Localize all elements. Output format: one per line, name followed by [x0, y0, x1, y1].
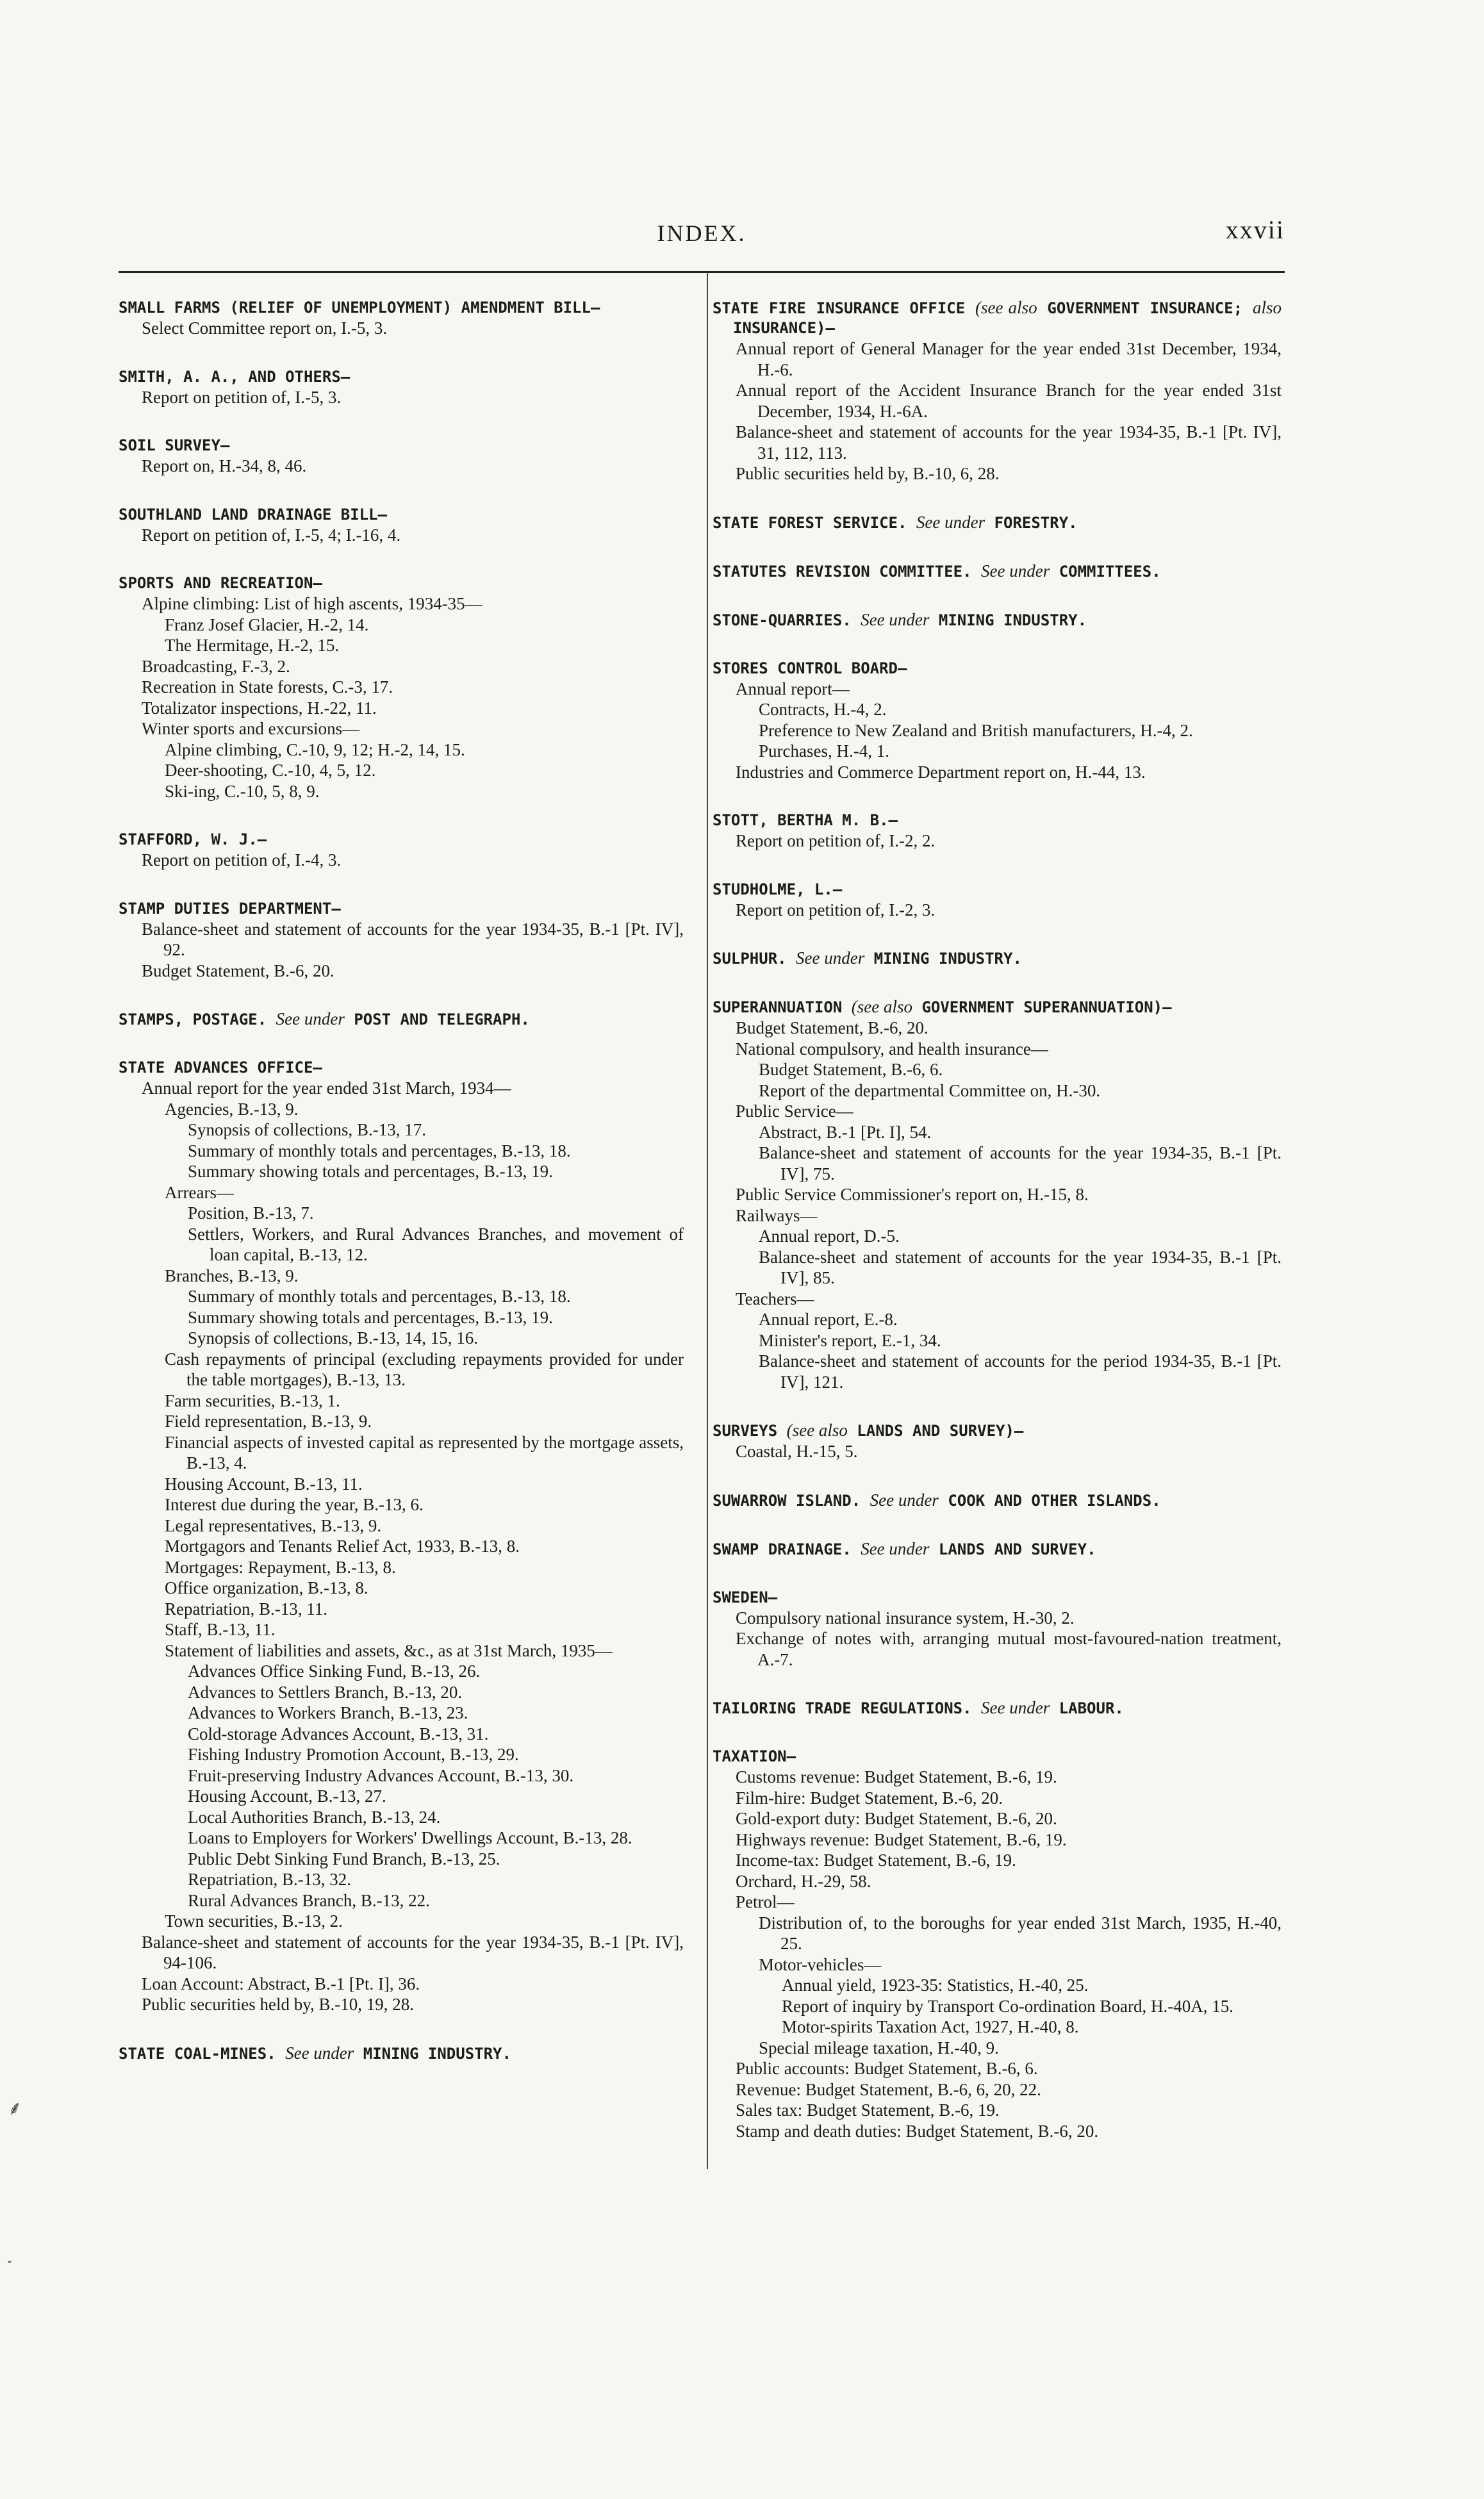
- entry-line: Customs revenue: Budget Statement, B.-6, 19.: [736, 1767, 1057, 1786]
- heading-text: STUDHOLME, L.—: [713, 880, 843, 898]
- entry-line: Repatriation, B.-13, 11.: [165, 1599, 327, 1619]
- entry-line: Public accounts: Budget Statement, B.-6, 6.: [736, 2059, 1038, 2078]
- entry-line: Select Committee report on, I.-5, 3.: [142, 318, 388, 338]
- cross-reference: LABOUR.: [1059, 1699, 1124, 1717]
- index-entry: [119, 367, 684, 408]
- entry-line: Annual report, E.-8.: [759, 1310, 898, 1329]
- entry-line: Stamp and death duties: Budget Statement, B.-6, 20.: [736, 2121, 1099, 2141]
- heading-text: STORES CONTROL BOARD—: [713, 659, 907, 677]
- cross-reference: GOVERNMENT INSURANCE;: [1047, 299, 1243, 317]
- entry-line: Balance-sheet and statement of accounts for the year 1934-35, B.-1 [Pt. IV], 31, 112, 113.: [736, 422, 1282, 463]
- entry-line: Rural Advances Branch, B.-13, 22.: [188, 1890, 430, 1910]
- entry-line: Annual report, D.-5.: [759, 1226, 900, 1246]
- page-number: xxvii: [1225, 215, 1285, 244]
- entry-heading: [713, 561, 1282, 582]
- index-entry: [713, 659, 1282, 783]
- entry-heading: [713, 1490, 1282, 1511]
- entry-line: Revenue: Budget Statement, B.-6, 6, 20, 22.: [736, 2079, 1041, 2099]
- entry-line: Report on petition of, I.-2, 2.: [736, 831, 936, 850]
- index-entry: [713, 1421, 1282, 1462]
- see-reference-label: See under: [981, 1698, 1050, 1717]
- entry-line: Advances to Settlers Branch, B.-13, 20.: [188, 1682, 463, 1702]
- entry-line: Public Debt Sinking Fund Branch, B.-13, 25.: [188, 1849, 500, 1868]
- entry-line: Budget Statement, B.-6, 20.: [736, 1018, 928, 1037]
- entry-line: Statement of liabilities and assets, &c., as at 31st March, 1935—: [165, 1640, 613, 1660]
- see-reference-label: (see also: [786, 1421, 848, 1440]
- entry-line: Staff, B.-13, 11.: [165, 1620, 276, 1639]
- column-divider: [707, 272, 708, 2169]
- entry-heading: [713, 1588, 1282, 1608]
- heading-text: TAILORING TRADE REGULATIONS.: [713, 1699, 972, 1717]
- index-entry: [119, 573, 684, 802]
- see-reference-label: See under: [861, 1538, 930, 1558]
- left-column: [119, 298, 684, 2092]
- entry-line: Public securities held by, B.-10, 19, 28.: [142, 1995, 414, 2014]
- entry-heading: [713, 1698, 1282, 1719]
- entry-line: Sales tax: Budget Statement, B.-6, 19.: [736, 2100, 1000, 2120]
- entry-line: Farm securities, B.-13, 1.: [165, 1390, 340, 1410]
- entry-heading: [713, 659, 1282, 679]
- heading-text: STATE FOREST SERVICE.: [713, 513, 907, 532]
- entry-line: Summary showing totals and percentages, B.-13, 19.: [188, 1162, 553, 1181]
- entry-heading: [713, 610, 1282, 631]
- entry-line: Annual report for the year ended 31st March, 1934—: [142, 1078, 511, 1098]
- entry-heading: [713, 811, 1282, 830]
- entry-line: Budget Statement, B.-6, 20.: [142, 961, 334, 980]
- index-entry: [119, 436, 684, 477]
- entry-line: Mortgagors and Tenants Relief Act, 1933, B.-13, 8.: [165, 1537, 520, 1556]
- see-reference-label: See under: [276, 1009, 345, 1028]
- entry-line: Field representation, B.-13, 9.: [165, 1412, 372, 1431]
- heading-text: SOIL SURVEY—: [119, 436, 230, 454]
- entry-line: Deer-shooting, C.-10, 4, 5, 12.: [165, 761, 376, 780]
- see-reference-label: (see also: [975, 298, 1037, 317]
- entry-heading: [119, 436, 684, 456]
- see-reference-label: See under: [861, 609, 930, 629]
- entry-line: Annual report of General Manager for the year ended 31st December, 1934, H.-6.: [736, 339, 1282, 379]
- cross-reference: MINING INDUSTRY.: [938, 611, 1087, 629]
- page-title: INDEX.: [657, 220, 746, 246]
- entry-line: Town securities, B.-13, 2.: [165, 1911, 343, 1931]
- entry-line: Synopsis of collections, B.-13, 14, 15, 16.: [188, 1328, 478, 1348]
- index-entry: [119, 2043, 684, 2064]
- entry-line: Purchases, H.-4, 1.: [759, 741, 889, 761]
- entry-line: Public Service Commissioner's report on, H.-15, 8.: [736, 1185, 1089, 1204]
- entry-line: Report of inquiry by Transport Co-ordination Board, H.-40A, 15.: [782, 1996, 1233, 2016]
- heading-text: STATE ADVANCES OFFICE—: [119, 1059, 322, 1076]
- index-entry: [713, 561, 1282, 582]
- entry-line: Summary showing totals and percentages, B.-13, 19.: [188, 1307, 553, 1327]
- entry-line: Cold-storage Advances Account, B.-13, 31.: [188, 1724, 489, 1744]
- index-entry: [713, 610, 1282, 631]
- entry-line: Compulsory national insurance system, H.-30, 2.: [736, 1608, 1075, 1628]
- entry-line: Preference to New Zealand and British manufacturers, H.-4, 2.: [759, 720, 1193, 740]
- entry-line: Exchange of notes with, arranging mutual most-favoured-nation treatment, A.-7.: [736, 1629, 1282, 1669]
- entry-line: Budget Statement, B.-6, 6.: [759, 1060, 943, 1079]
- entry-line: Film-hire: Budget Statement, B.-6, 20.: [736, 1788, 1003, 1808]
- index-entry: [713, 997, 1282, 1392]
- heading-text: SWAMP DRAINAGE.: [713, 1540, 852, 1558]
- see-reference-label: also: [1253, 298, 1282, 317]
- entry-line: Local Authorities Branch, B.-13, 24.: [188, 1807, 441, 1827]
- entry-line: Mortgages: Repayment, B.-13, 8.: [165, 1557, 396, 1577]
- entry-line: Cash repayments of principal (excluding repayments provided for under the table mortgages), B.-13, 13.: [165, 1349, 684, 1389]
- index-entry: [119, 899, 684, 982]
- entry-line: Contracts, H.-4, 2.: [759, 700, 887, 719]
- entry-line: Loans to Employers for Workers' Dwellings Account, B.-13, 28.: [188, 1828, 632, 1847]
- see-reference-label: See under: [916, 512, 985, 532]
- heading-text: SPORTS AND RECREATION—: [119, 574, 322, 592]
- entry-line: Special mileage taxation, H.-40, 9.: [759, 2038, 999, 2058]
- entry-line: Advances to Workers Branch, B.-13, 23.: [188, 1703, 468, 1722]
- entry-line: Balance-sheet and statement of accounts for the year 1934-35, B.-1 [Pt. IV], 94-106.: [142, 1932, 684, 1972]
- entry-heading: [119, 899, 684, 919]
- entry-line: Annual report of the Accident Insurance Branch for the year ended 31st December, 1934, H.-6A.: [736, 381, 1282, 421]
- entry-line: Settlers, Workers, and Rural Advances Branches, and movement of loan capital, B.-13, 12.: [188, 1224, 684, 1264]
- header-rule: [119, 271, 1285, 273]
- heading-text: SURVEYS: [713, 1422, 778, 1440]
- entry-heading: [713, 298, 1282, 338]
- entry-heading: [713, 1539, 1282, 1560]
- entry-heading: [713, 948, 1282, 969]
- cross-reference: MINING INDUSTRY.: [873, 950, 1022, 968]
- heading-text: SWEDEN—: [713, 1588, 778, 1606]
- heading-text: STATE FIRE INSURANCE OFFICE: [713, 299, 966, 317]
- index-entry: [713, 298, 1282, 484]
- heading-text: STONE-QUARRIES.: [713, 611, 852, 629]
- entry-line: Broadcasting, F.-3, 2.: [142, 656, 290, 676]
- see-reference-label: (see also: [851, 997, 912, 1016]
- cross-reference: GOVERNMENT SUPERANNUATION)—: [921, 998, 1172, 1016]
- entry-heading: [713, 1421, 1282, 1441]
- cross-reference: MINING INDUSTRY.: [363, 2044, 511, 2063]
- entry-line: Arrears—: [165, 1182, 234, 1202]
- entry-line: Annual report—: [736, 679, 850, 698]
- index-entry: [713, 811, 1282, 852]
- entry-line: Recreation in State forests, C.-3, 17.: [142, 677, 393, 697]
- index-entry: [713, 1698, 1282, 1719]
- cross-reference: INSURANCE)—: [733, 319, 835, 337]
- entry-heading: [119, 505, 684, 525]
- index-entry: [713, 1490, 1282, 1511]
- entry-line: Industries and Commerce Department report on, H.-44, 13.: [736, 762, 1146, 782]
- index-entry: [713, 948, 1282, 969]
- entry-heading: [119, 830, 684, 850]
- entry-line: Public Service—: [736, 1101, 853, 1121]
- entry-line: Agencies, B.-13, 9.: [165, 1099, 299, 1119]
- see-reference-label: See under: [285, 2043, 354, 2063]
- entry-line: Franz Josef Glacier, H.-2, 14.: [165, 614, 369, 634]
- see-reference-label: See under: [870, 1490, 939, 1510]
- entry-line: Advances Office Sinking Fund, B.-13, 26.: [188, 1662, 481, 1681]
- entry-heading: [119, 573, 684, 593]
- entry-line: Railways—: [736, 1205, 818, 1225]
- entry-line: Loan Account: Abstract, B.-1 [Pt. I], 36.: [142, 1974, 420, 1993]
- index-entry: [713, 513, 1282, 533]
- heading-text: SMALL FARMS (RELIEF OF UNEMPLOYMENT) AMENDMENT BILL—: [119, 299, 600, 317]
- entry-line: Teachers—: [736, 1289, 814, 1308]
- entry-line: Fishing Industry Promotion Account, B.-13, 29.: [188, 1745, 519, 1764]
- heading-text: SMITH, A. A., AND OTHERS—: [119, 367, 350, 386]
- entry-line: Housing Account, B.-13, 11.: [165, 1474, 363, 1494]
- entry-line: Financial aspects of invested capital as represented by the mortgage assets, B.-13, 4.: [165, 1432, 684, 1472]
- entry-line: Alpine climbing: List of high ascents, 1934-35—: [142, 594, 482, 613]
- entry-line: Motor-spirits Taxation Act, 1927, H.-40, 8.: [782, 2017, 1079, 2036]
- entry-line: Highways revenue: Budget Statement, B.-6, 19.: [736, 1829, 1067, 1849]
- heading-text: STAFFORD, W. J.—: [119, 830, 267, 848]
- heading-text: STOTT, BERTHA M. B.—: [713, 811, 898, 829]
- entry-line: Balance-sheet and statement of accounts for the period 1934-35, B.-1 [Pt. IV], 121.: [759, 1351, 1282, 1392]
- margin-ink-mark: ˯: [6, 2243, 13, 2264]
- index-entry: [713, 1588, 1282, 1670]
- cross-reference: POST AND TELEGRAPH.: [354, 1010, 530, 1028]
- entry-line: Balance-sheet and statement of accounts for the year 1934-35, B.-1 [Pt. IV], 75.: [759, 1143, 1282, 1184]
- entry-line: Totalizator inspections, H.-22, 11.: [142, 698, 377, 718]
- entry-line: Winter sports and excursions—: [142, 719, 360, 738]
- entry-line: Abstract, B.-1 [Pt. I], 54.: [759, 1122, 932, 1142]
- cross-reference: LANDS AND SURVEY.: [938, 1540, 1096, 1558]
- heading-text: STAMP DUTIES DEPARTMENT—: [119, 899, 341, 918]
- see-reference-label: See under: [796, 948, 865, 968]
- entry-line: Housing Account, B.-13, 27.: [188, 1786, 386, 1806]
- heading-text: TAXATION—: [713, 1747, 796, 1765]
- entry-heading: [119, 1009, 684, 1030]
- entry-line: Orchard, H.-29, 58.: [736, 1871, 871, 1891]
- entry-line: Report on petition of, I.-5, 4; I.-16, 4.: [142, 525, 401, 545]
- entry-line: Office organization, B.-13, 8.: [165, 1578, 368, 1597]
- entry-line: Motor-vehicles—: [759, 1954, 882, 1974]
- cross-reference: LANDS AND SURVEY)—: [857, 1422, 1024, 1440]
- entry-line: Report on petition of, I.-2, 3.: [736, 900, 936, 920]
- cross-reference: FORESTRY.: [994, 513, 1078, 532]
- entry-line: Fruit-preserving Industry Advances Account, B.-13, 30.: [188, 1765, 574, 1785]
- entry-line: Interest due during the year, B.-13, 6.: [165, 1495, 424, 1514]
- entry-line: National compulsory, and health insurance—: [736, 1039, 1048, 1059]
- cross-reference: COOK AND OTHER ISLANDS.: [948, 1491, 1161, 1510]
- entry-heading: [119, 367, 684, 387]
- page-header: [119, 215, 1285, 253]
- index-entry: [713, 880, 1282, 921]
- entry-line: Balance-sheet and statement of accounts for the year 1934-35, B.-1 [Pt. IV], 92.: [142, 919, 684, 959]
- see-reference-label: See under: [981, 561, 1050, 581]
- entry-line: Synopsis of collections, B.-13, 17.: [188, 1120, 426, 1139]
- entry-line: Ski-ing, C.-10, 5, 8, 9.: [165, 781, 320, 801]
- entry-line: Balance-sheet and statement of accounts for the year 1934-35, B.-1 [Pt. IV], 85.: [759, 1247, 1282, 1287]
- entry-heading: [713, 880, 1282, 900]
- entry-heading: [713, 1747, 1282, 1767]
- index-entry: [713, 1747, 1282, 2141]
- entry-line: Gold-export duty: Budget Statement, B.-6, 20.: [736, 1809, 1057, 1828]
- margin-ink-mark: ⸙: [8, 2098, 22, 2119]
- entry-line: Petrol—: [736, 1892, 795, 1911]
- entry-line: The Hermitage, H.-2, 15.: [165, 636, 340, 655]
- entry-line: Report of the departmental Committee on, H.-30.: [759, 1080, 1101, 1100]
- entry-heading: [119, 298, 684, 318]
- entry-heading: [713, 513, 1282, 533]
- index-entry: [119, 830, 684, 871]
- entry-line: Income-tax: Budget Statement, B.-6, 19.: [736, 1851, 1016, 1870]
- heading-text: SUWARROW ISLAND.: [713, 1491, 861, 1510]
- entry-line: Report on petition of, I.-4, 3.: [142, 850, 342, 870]
- entry-line: Branches, B.-13, 9.: [165, 1266, 299, 1285]
- entry-heading: [119, 2043, 684, 2064]
- index-entry: [713, 1539, 1282, 1560]
- entry-line: Distribution of, to the boroughs for year ended 31st March, 1935, H.-40, 25.: [759, 1913, 1282, 1953]
- index-entry: [119, 1009, 684, 1030]
- entry-heading: [713, 997, 1282, 1018]
- heading-text: SOUTHLAND LAND DRAINAGE BILL—: [119, 505, 388, 524]
- entry-line: Summary of monthly totals and percentages, B.-13, 18.: [188, 1141, 571, 1160]
- entry-line: Report on, H.-34, 8, 46.: [142, 456, 307, 475]
- cross-reference: COMMITTEES.: [1059, 562, 1161, 581]
- entry-line: Alpine climbing, C.-10, 9, 12; H.-2, 14, 15.: [165, 739, 465, 759]
- index-entry: [119, 298, 684, 339]
- entry-line: Annual yield, 1923-35: Statistics, H.-40, 25.: [782, 1975, 1089, 1995]
- entry-line: Repatriation, B.-13, 32.: [188, 1870, 351, 1889]
- entry-line: Legal representatives, B.-13, 9.: [165, 1515, 382, 1535]
- heading-text: STATE COAL-MINES.: [119, 2044, 276, 2063]
- entry-line: Coastal, H.-15, 5.: [736, 1442, 858, 1461]
- entry-line: Summary of monthly totals and percentages, B.-13, 18.: [188, 1287, 571, 1306]
- entry-line: Position, B.-13, 7.: [188, 1203, 314, 1223]
- heading-text: SULPHUR.: [713, 950, 787, 968]
- index-entry: [119, 1058, 684, 2015]
- heading-text: SUPERANNUATION: [713, 998, 843, 1016]
- entry-line: Public securities held by, B.-10, 6, 28.: [736, 464, 1000, 483]
- entry-line: Minister's report, E.-1, 34.: [759, 1330, 941, 1350]
- heading-text: STAMPS, POSTAGE.: [119, 1010, 267, 1028]
- entry-heading: [119, 1058, 684, 1078]
- right-column: [713, 298, 1282, 2170]
- index-entry: [119, 505, 684, 546]
- heading-text: STATUTES REVISION COMMITTEE.: [713, 562, 972, 581]
- entry-line: Report on petition of, I.-5, 3.: [142, 387, 342, 407]
